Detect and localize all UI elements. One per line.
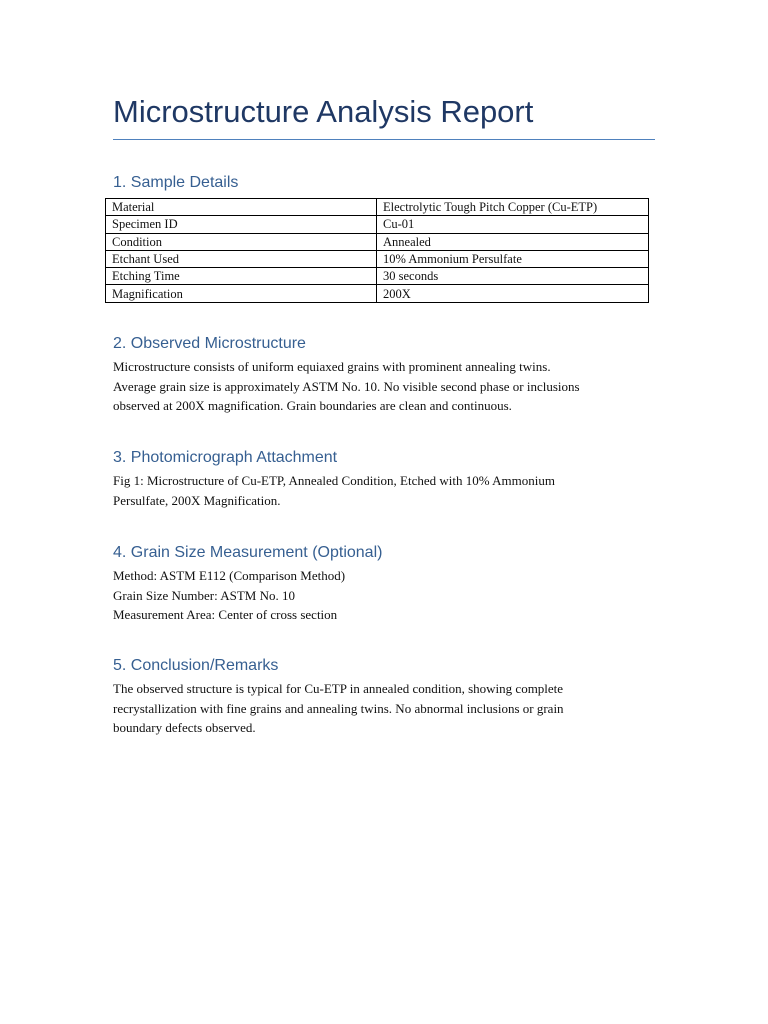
paragraph	[113, 566, 655, 625]
section-conclusion	[113, 655, 655, 738]
title-underline	[113, 139, 655, 140]
table-row	[106, 250, 649, 267]
section-photomicrograph	[113, 447, 655, 510]
section-heading: 1. Sample Details	[113, 174, 239, 191]
page-title: Microstructure Analysis Report	[113, 94, 534, 129]
text-line: Average grain size is approximately ASTM No. 10. No visible second phase or inclusions	[113, 378, 580, 394]
text-line: Persulfate, 200X Magnification.	[113, 492, 281, 508]
row-value: Cu-01	[377, 216, 649, 233]
row-value: Annealed	[377, 233, 649, 250]
table-row	[106, 199, 649, 216]
row-label: Etching Time	[106, 268, 377, 285]
section-heading: 3. Photomicrograph Attachment	[113, 449, 338, 466]
text-line: Microstructure consists of uniform equiaxed grains with prominent annealing twins.	[113, 359, 551, 374]
row-label: Magnification	[106, 285, 377, 302]
paragraph	[113, 357, 655, 416]
row-label: Condition	[106, 233, 377, 250]
section-heading: 4. Grain Size Measurement (Optional)	[113, 544, 383, 561]
section-heading: 2. Observed Microstructure	[113, 335, 306, 352]
paragraph	[113, 679, 655, 738]
text-line: Measurement Area: Center of cross section	[113, 607, 338, 622]
table-row	[106, 285, 649, 302]
text-line: observed at 200X magnification. Grain boundaries are clean and continuous.	[113, 398, 512, 413]
section-observed-microstructure	[113, 333, 655, 416]
row-label: Material	[106, 199, 377, 216]
row-label: Specimen ID	[106, 216, 377, 233]
row-value: 10% Ammonium Persulfate	[377, 250, 649, 267]
text-line: Method: ASTM E112 (Comparison Method)	[113, 568, 346, 583]
text-line: boundary defects observed.	[113, 720, 256, 735]
text-line: Grain Size Number: ASTM No. 10	[113, 587, 295, 603]
text-line: recrystallization with fine grains and annealing twins. No abnormal inclusions or grain	[113, 700, 564, 716]
figure-caption	[113, 471, 655, 510]
row-value: Electrolytic Tough Pitch Copper (Cu-ETP)	[377, 199, 649, 216]
section-heading: 5. Conclusion/Remarks	[113, 657, 279, 674]
sample-details-table	[105, 198, 649, 303]
table-row	[106, 268, 649, 285]
table-row	[106, 233, 649, 250]
text-line: The observed structure is typical for Cu-ETP in annealed condition, showing complete	[113, 681, 564, 696]
row-value: 30 seconds	[377, 268, 649, 285]
section-sample-details	[113, 172, 655, 194]
row-label: Etchant Used	[106, 250, 377, 267]
section-grain-size	[113, 542, 655, 625]
text-line: Fig 1: Microstructure of Cu-ETP, Annealed Condition, Etched with 10% Ammonium	[113, 473, 555, 488]
table-row	[106, 216, 649, 233]
row-value: 200X	[377, 285, 649, 302]
